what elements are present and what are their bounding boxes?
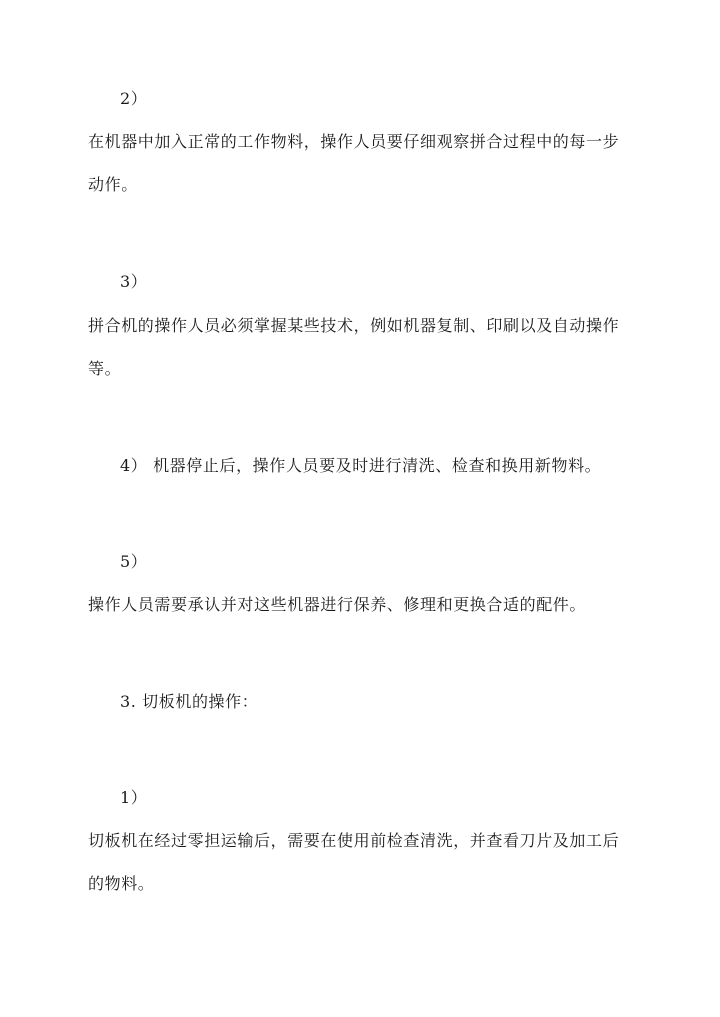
paragraph-line: 拼合机的操作人员必须掌握某些技术，例如机器复制、印刷以及自动操作 bbox=[88, 316, 620, 335]
item-marker-3: 3） bbox=[120, 272, 148, 291]
item-marker-2: 2） bbox=[120, 89, 148, 108]
item-marker-1: 1） bbox=[120, 788, 148, 807]
item-4-line: 4） 机器停止后，操作人员要及时进行清洗、检查和换用新物料。 bbox=[120, 456, 602, 475]
paragraph-line: 的物料。 bbox=[88, 874, 155, 893]
paragraph-line: 动作。 bbox=[88, 175, 138, 194]
section-heading: 3. 切板机的操作： bbox=[120, 692, 259, 711]
paragraph-line: 在机器中加入正常的工作物料，操作人员要仔细观察拼合过程中的每一步 bbox=[88, 132, 620, 151]
paragraph-line: 等。 bbox=[88, 359, 122, 378]
paragraph-line: 操作人员需要承认并对这些机器进行保养、修理和更换合适的配件。 bbox=[88, 595, 587, 614]
paragraph-line: 切板机在经过零担运输后，需要在使用前检查清洗，并查看刀片及加工后 bbox=[88, 831, 620, 850]
item-marker-5: 5） bbox=[120, 552, 148, 571]
